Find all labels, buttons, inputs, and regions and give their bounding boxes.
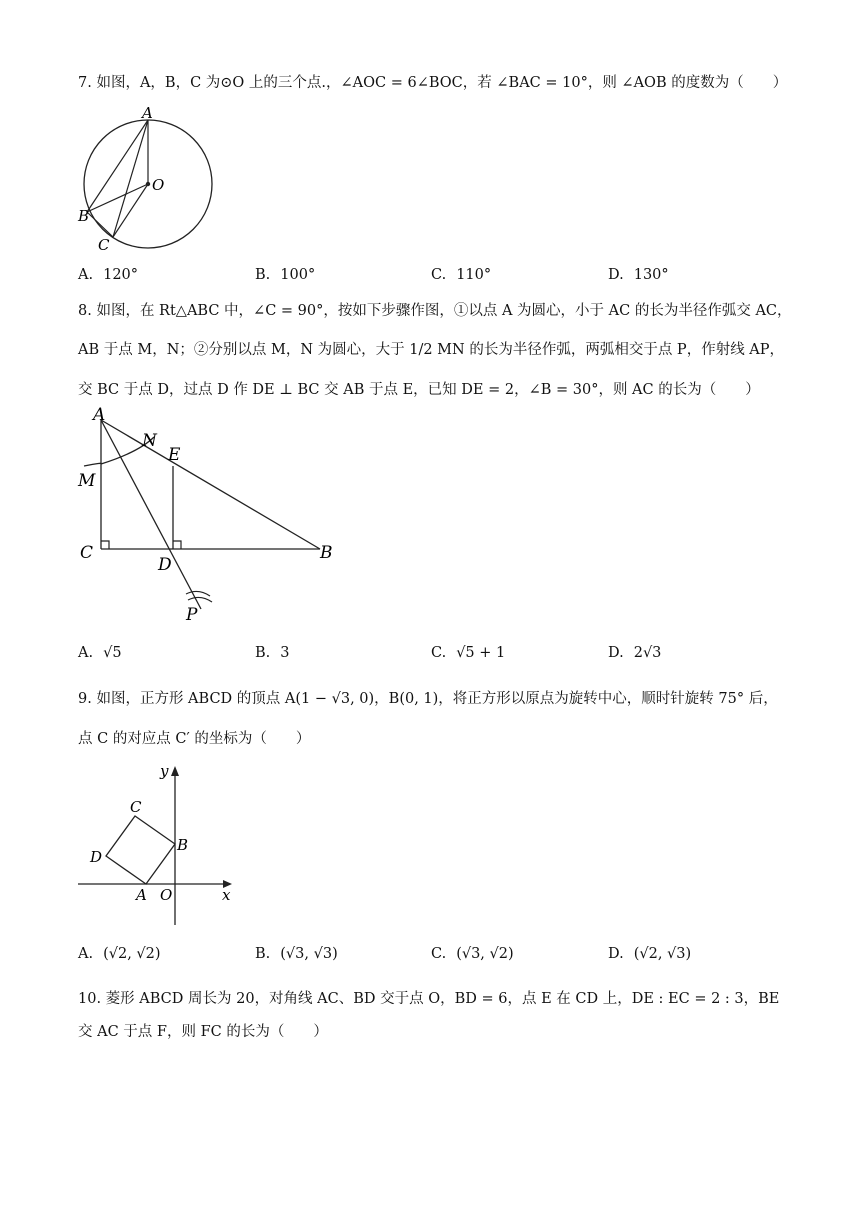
q9-stem-line-1: 9. 如图，正方形 ABCD 的顶点 A(1 − √3, 0)，B(0, 1)，将正方形以原点为旋转中心，顺时针旋转 75° 后， [78,691,778,707]
q10-stem-line-2: 交 AC 于点 F，则 FC 的长为（ ） [78,1024,328,1040]
q8-option-b: B. 3 [255,645,290,661]
label-c: C [80,543,94,563]
q8-option-c: C. √5 + 1 [431,645,506,661]
q7-option-d: D. 130° [608,267,669,283]
label-m: M [78,471,96,491]
segment-bc [87,212,113,237]
q9-option-b: B. (√3, √3) [255,946,338,962]
q9-figure [76,760,246,930]
label-b: B [78,207,90,225]
q7-stem: 7. 如图，A，B，C 为⊙O 上的三个点.，∠AOC = 6∠BOC，若 ∠BAC = 10°，则 ∠AOB 的度数为（ ） [78,75,788,91]
label-d: D [90,848,103,866]
q7-option-c: C. 110° [431,267,492,283]
label-o: O [160,886,173,904]
label-p: P [186,605,198,625]
label-e: E [168,445,181,465]
label-c: C [98,236,110,254]
q8-stem-line-1: 8. 如图，在 Rt△ABC 中，∠C = 90°，按如下步骤作图，①以点 A 为圆心，小于 AC 的长为半径作弧交 AC， [78,303,792,319]
q8-figure [74,404,354,626]
label-d: D [158,555,172,575]
label-y: y [160,762,169,780]
label-o: O [152,176,165,194]
q9-option-a: A. (√2, √2) [78,946,161,962]
label-c: C [130,798,142,816]
segment-ab [101,420,320,549]
q7-figure [76,104,226,254]
q7-option-b: B. 100° [255,267,316,283]
q9-stem-line-2: 点 C 的对应点 C′ 的坐标为（ ） [78,731,311,747]
label-n: N [142,431,157,451]
q8-option-a: A. √5 [78,645,122,661]
label-b: B [320,543,333,563]
q8-stem-line-2: AB 于点 M，N；②分别以点 M，N 为圆心，大于 1/2 MN 的长为半径作弧，两弧相交于点 P，作射线 AP， [78,342,785,358]
label-a: A [93,405,106,425]
right-angle-d [173,541,181,549]
label-a: A [142,104,153,122]
right-angle-c [101,541,109,549]
arc-p [186,591,210,596]
arc-p-2 [188,597,212,602]
segment-ac [113,120,148,237]
label-b: B [177,836,189,854]
q9-option-d: D. (√2, √3) [608,946,692,962]
q10-stem-line-1: 10. 菱形 ABCD 周长为 20，对角线 AC、BD 交于点 O，BD = 6，点 E 在 CD 上，DE : EC = 2 : 3，BE [78,991,780,1007]
q9-option-c: C. (√3, √2) [431,946,514,962]
label-x: x [222,886,231,904]
y-axis-arrow [171,766,179,776]
square-abcd [106,816,175,884]
q8-stem-line-3: 交 BC 于点 D，过点 D 作 DE ⊥ BC 交 AB 于点 E，已知 DE = 2，∠B = 30°，则 AC 的长为（ ） [78,382,760,398]
center-dot [146,182,150,186]
label-a: A [136,886,147,904]
q7-option-a: A. 120° [78,267,139,283]
q8-option-d: D. 2√3 [608,645,662,661]
